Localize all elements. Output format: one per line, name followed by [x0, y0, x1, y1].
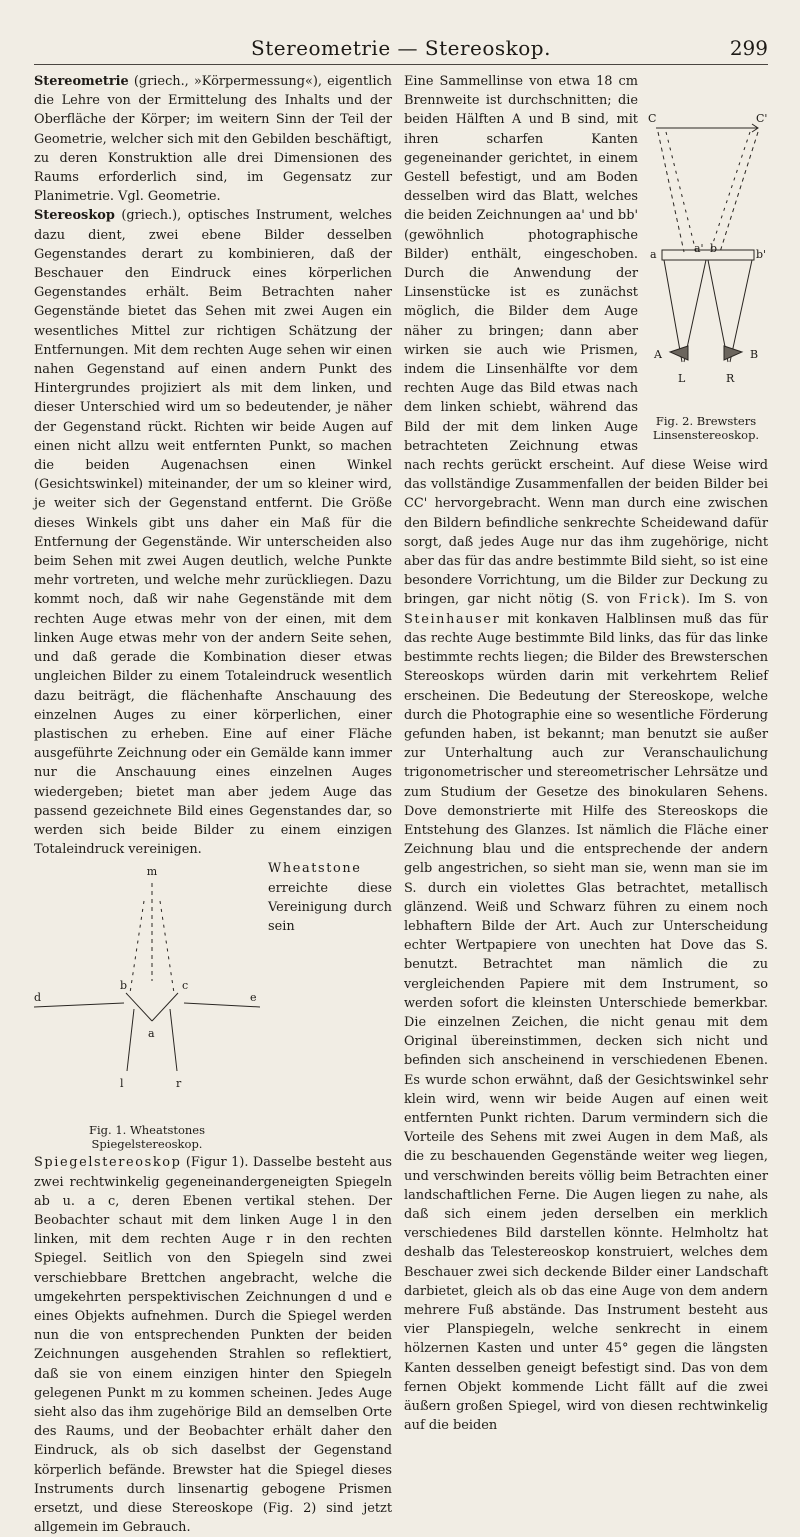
page-number: 299 — [729, 36, 768, 60]
fig1-label-a: a — [148, 1027, 155, 1041]
fig2-label-B: B — [750, 348, 759, 361]
spiegelstereoskop-term: Spiegelstereoskop — [34, 1155, 182, 1171]
fig2-label-A: A — [654, 348, 662, 361]
left-column — [34, 72, 392, 1537]
entry-stereometrie-text: (griech., »Körpermessung«), eigentlich die Lehre von der Ermittelung des Inhalts und der Oberfläche der Körper; im weitern Sinn der Teil der Geometrie, welcher sich mit den Gebilden beschäftigt, zu deren Konstruktion alle drei Dimensionen des Raums erforderlich sind, im Gegensatz zur Planimetrie. Vgl. Geometrie. — [34, 74, 392, 205]
headword-stereometrie: Stereometrie — [34, 74, 129, 89]
fig2-label-a-prime: a' — [694, 242, 704, 255]
figure-1-drawing — [34, 861, 260, 1126]
right-text-a: Eine Sammellinse von etwa 18 cm Brennweite ist durchschnitten; die beiden Hälften A und B sind, mit ihren scharfen Kanten gegeneinander gerichtet, in einem Gestell befestigt, und am Boden desselben wird das Blatt, welches die beiden Zeichnungen aa' und bb' (gewöhnlich photographische Bilder) enthält, eingeschoben. Durch die Anwendung der Linsenstücke ist es zunächst möglich, die Bilder dem Auge näher zu bringen; dann aber wirken sie auch wie Prismen, indem die Linsenhälfte vor dem rechten Auge das Bild etwas nach dem linken schiebt, während das Bild der mit dem linken Auge betrachteten Zeichnung etwas nach rechts gerückt erscheint. Auf diese Weise wird das vollständige Zusammenfallen der beiden Bilder bei CC' hervorgebracht. Wenn man durch eine zwischen den Bildern befindliche senkrechte Scheidewand dafür sorgt, daß jedes Auge nur das ihm zugehörige, nicht aber das für das andre bestimmte Bild sieht, so ist eine besondere Vorrichtung, um die Bilder zur Deckung zu bringen, gar nicht nötig (S. von — [404, 74, 768, 608]
fig1-label-r: r — [176, 1077, 182, 1091]
right-text-c: mit konkaven Halblinsen muß das für das rechte Auge bestimmte Bild links, das für das linke bestimmte rechts liegen; die Bilder des Brewsterschen Stereoskops würden darin mit verkehrtem Relief erscheinen. Die Bedeutung der Stereoskope, welche durch die Photographie eine so wesentliche Förderung gefunden haben, ist bekannt; man benutzt sie außer zur Unterhaltung auch zur Veranschaulichung trigonometrischer und stereometrischer Lehrsätze und zum Studium der Gesetze des binokularen Sehens. Dove demonstrierte mit Hilfe des Stereoskops die Entstehung des Glanzes. Ist nämlich die Fläche einer Zeichnung blau und die entsprechende der andern gelb angestrichen, so sieht man sie, wenn man sie im S. durch ein violettes Glas betrachtet, metallisch glänzend. Weiß und Schwarz führen zu einem noch lebhaftern Bilde der Art. Auch zur Unterscheidung echter Wertpapiere von unechten hat Dove das S. benutzt. Betrachtet man nämlich die zu vergleichenden Papiere mit dem Instrument, so werden sofort die kleinsten Unterschiede bemerkbar. Die einzelnen Zeichen, die nicht genau mit dem Original übereinstimmen, decken sich nicht und befinden sich anscheinend in verschiedenen Ebenen. Es wurde schon erwähnt, daß der Gesichtswinkel sehr klein wird, wenn wir beide Augen auf einen weit entfernten Punkt richten. Darum vermindern sich die Vorteile des Sehens mit zwei Augen in dem Maß, als die zu beschauenden Gegenstände weiter weg liegen, und verschwinden bereits völlig beim Betrachten einer landschaftlichen Ferne. Die Augen liegen zu nahe, als daß sich einem jeden derselben ein merklich verschiedenes Bild darstellen könnte. — [404, 611, 768, 1242]
headword-stereoskop: Stereoskop — [34, 208, 115, 224]
fig2-label-L: L — [678, 372, 686, 385]
right-text-d: hat deshalb das Telestereoskop konstruiert, welches dem Beschauer zwei sich deckende Bilder einer Landschaft darbietet, gleich als ob das eine Auge von dem andern mehrere Fuß abstände. Das Instrument besteht aus vier Planspiegeln, welche senkrecht in einem hölzernen Kasten und unter 45° gegen die längsten Kanten desselben geneigt befestigt sind. Das von dem fernen Objekt kommende Licht fällt auf die zwei äußern großen Spiegel, wird von diesen rechtwinkelig auf die beiden — [404, 1226, 769, 1434]
page-header — [34, 30, 768, 65]
fig1-label-d: d — [34, 991, 42, 1005]
entry-stereoskop-text-a: (griech.), optisches Instrument, welches dazu dient, zwei ebene Bilder desselben Gegenstandes derart zu kombinieren, daß der Beschauer den Eindruck eines körperlichen Gegenstandes erhält. Beim Betrachten naher Gegenstände bietet das Sehen mit zwei Augen ein wesentliches Mittel zur richtigen Schätzung der Entfernungen. Mit dem rechten Auge sehen wir einen nahen Gegenstand auf einen andern Punkt des Hintergrundes projiziert als mit dem linken, und dieser Unterschied wird um so bedeutender, je näher der Gegenstand rückt. Richten wir beide Augen auf einen nicht allzu weit entfernten Punkt, so machen die beiden Augenachsen einen Winkel (Gesichtswinkel) miteinander, der um so kleiner wird, je weiter sich der Gegenstand entfernt. Die Größe dieses Winkels gibt uns daher ein Maß für die Entfernung der Gegenstände. Wir unterscheiden also beim Sehen mit zwei Augen deutlich, welche Punkte mehr vortreten, und welche mehr zurückliegen. Dazu kommt noch, daß wir nahe Gegenstände mit dem rechten Auge etwas mehr von der einen, mit dem linken Auge etwas mehr von der andern Seite sehen, und daß gerade die Kombination dieser etwas ungleichen Bilder zu einem Totaleindruck wesentlich dazu beiträgt, die flächenhafte Anschauung des einzelnen Auges zu einer körperlichen, einer plastischen zu erheben. Eine auf einer Fläche ausgeführte Zeichnung oder ein Gemälde kann immer nur die Anschauung eines einzelnen Auges wiedergeben; bietet man aber jedem Auge das passend gezeichnete Bild eines Gegenstandes dar, so werden sich beide Bilder zu einem einzigen Totaleindruck vereinigen. — [34, 208, 392, 858]
entry-stereometrie — [34, 72, 392, 206]
figure-1 — [34, 861, 260, 1151]
fig1-label-b: b — [120, 979, 128, 993]
entry-stereoskop — [34, 206, 392, 859]
right-column — [404, 72, 768, 1435]
fig2-label-a: a — [650, 248, 657, 261]
frick-name: Frick — [638, 592, 681, 608]
right-text-b: ). Im S. von — [680, 592, 768, 608]
entry-stereoskop-text-c: (Figur 1). Dasselbe besteht aus zwei rechtwinkelig gegeneinandergeneigten Spiegeln ab u. a c, deren Ebenen vertikal stehen. Der Beobachter schaut mit dem linken Auge l in den linken, mit dem rechten Auge r in den rechten Spiegel. Seitlich von den Spiegeln sind zwei verschiebbare Brettchen angebracht, welche die umgekehrten perspektivischen Zeichnungen d und e eines Objekts aufnehmen. Durch die Spiegel werden nun die von entsprechenden Punkten der beiden Zeichnungen ausgehenden Strahlen so reflektiert, daß sie von einem einzigen hinter den Spiegeln gelegenen Punkt m zu kommen scheinen. Jedes Auge sieht also das ihm zugehörige Bild an demselben Orte des Raums, und der Beobachter erhält daher den Eindruck, als ob sich daselbst der Gegenstand körperlich befände. Brewster hat die Spiegel dieses Instruments durch linsenartig gebogene Prismen ersetzt, und diese Stereoskope (Fig. 2) sind jetzt allgemein im Gebrauch. — [34, 1155, 392, 1536]
fig2-label-C: C — [648, 112, 657, 125]
figure-2-caption: Fig. 2. Brewsters Linsenstereoskop. — [652, 414, 760, 442]
fig2-label-C-prime: C' — [756, 112, 768, 125]
wheatstone-name: Wheatstone — [268, 861, 362, 877]
fig1-label-c: c — [182, 979, 189, 993]
entry-stereoskop-text-b: erreichte diese Vereinigung durch sein — [268, 880, 392, 934]
helmholtz-name: Helmholtz — [671, 1226, 739, 1242]
figure-2-drawing — [644, 102, 768, 408]
running-title: Stereometrie — Stereoskop. — [251, 36, 551, 60]
fig1-label-e: e — [250, 991, 257, 1005]
fig2-label-b: b — [710, 242, 718, 255]
fig1-label-l: l — [120, 1077, 124, 1091]
figure-1-caption: Fig. 1. Wheatstones Spiegelstereoskop. — [88, 1123, 206, 1152]
figure-2 — [644, 102, 768, 442]
fig2-label-R: R — [726, 372, 735, 385]
steinhauser-name: Steinhauser — [404, 611, 501, 627]
fig1-label-m: m — [146, 865, 158, 879]
fig2-label-b-prime: b' — [756, 248, 767, 261]
